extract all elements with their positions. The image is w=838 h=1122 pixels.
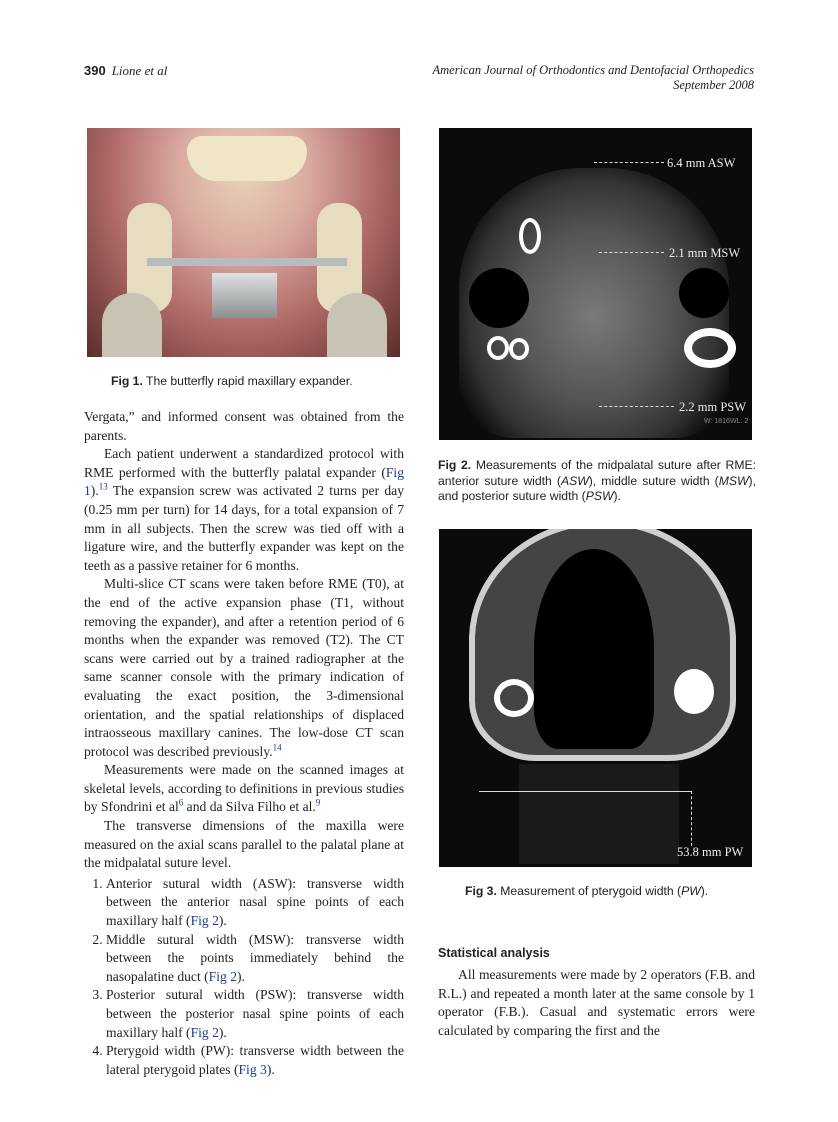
reference-link[interactable]: 14 (272, 742, 282, 753)
list-item: 2. Middle sutural width (MSW): transverse width between the points immediately behind the nasopalatine duct (Fig 2). (106, 931, 404, 987)
pw-annotation: 53.8 mm PW (677, 845, 744, 859)
fig-link[interactable]: Fig 2 (190, 1024, 219, 1040)
measurement-list (84, 875, 404, 1080)
reference-link[interactable]: 6 (178, 797, 184, 808)
fig-link[interactable]: Fig 2 (190, 913, 219, 929)
left-column-text (84, 408, 404, 1079)
fig2-ct-scan (439, 128, 752, 440)
list-item: 4. Pterygoid width (PW): transverse width between the lateral pterygoid plates (Fig 3). (106, 1042, 404, 1079)
fig3-ct-scan (439, 529, 752, 867)
paragraph: Vergata,” and informed consent was obtained from the parents. (84, 409, 404, 443)
fig-link[interactable]: Fig 2 (208, 968, 238, 984)
running-header-right (433, 63, 755, 93)
authors: Lione et al (111, 63, 168, 78)
paragraph: The transverse dimensions of the maxilla were measured on the axial scans parallel to the palatal plane at the midpalatal suture level. (84, 818, 404, 871)
msw-annotation: 2.1 mm MSW (669, 246, 741, 260)
reference-link[interactable]: 9 (315, 797, 321, 808)
asw-annotation: 6.4 mm ASW (667, 156, 736, 170)
fig2-caption: Fig 2. Measurements of the midpalatal suture after RME: anterior suture width (ASW), middle suture width (MSW), and posterior suture width (PSW). (438, 458, 757, 503)
paragraph: Each patient underwent a standardized protocol with RME performed with the butterfly palatal expander (Fig 1).$^{13}$ The expansion screw was activated 2 turns per day (0.25 mm per turn) for 14 days, for a total expansion of 7 mm in all subjects. Then the screw was tied off with a ligature wire, and the butterfly expander was kept on the teeth as a passive retainer for 6 months. (84, 446, 404, 573)
journal-name: American Journal of Orthodontics and Dentofacial Orthopedics (432, 63, 754, 77)
page-number: 390 (84, 63, 106, 78)
fig1-link[interactable]: Fig 1 (84, 464, 404, 499)
list-item: 3. Posterior sutural width (PSW): transverse width between the posterior nasal spine points of each maxillary half (Fig 2). (106, 986, 404, 1042)
fig-link[interactable]: Fig 3 (238, 1061, 267, 1077)
issue-date: September 2008 (673, 78, 754, 92)
psw-annotation: 2.2 mm PSW (679, 400, 747, 414)
paragraph: Measurements were made on the scanned images at skeletal levels, according to definitions in previous studies by Sfondrini et $al^6$ and da Silva Filho et al.$^9$ (84, 762, 404, 815)
right-column-text (438, 966, 755, 1040)
reference-link[interactable]: 13 (98, 481, 108, 492)
window-level-overlay: W: 1816WL: 2 (704, 418, 749, 425)
section-heading: Statistical analysis (438, 946, 550, 960)
fig3-caption: Fig 3. Measurement of pterygoid width (PW). (465, 884, 709, 898)
fig1-caption: Fig 1. The butterfly rapid maxillary expander. (111, 374, 353, 388)
list-item: 1. Anterior sutural width (ASW): transverse width between the anterior nasal spine points of each maxillary half (Fig 2). (106, 875, 404, 931)
running-header-left (84, 63, 167, 79)
fig1-photo (87, 128, 400, 357)
paragraph: Multi-slice CT scans were taken before RME (T0), at the end of the active expansion phase (T1, without removing the expander), and after a retention period of 6 months when the expander was removed (T2). The CT scans were carried out by a trained radiographer at the same scanner console with the primary indication of evaluating the exact position, the 3-dimensional orientation, and the spatial relationships of displaced intraosseous maxillary canines. The low-dose CT scan protocol was described previously.$^{14}$ (84, 576, 404, 759)
paragraph: All measurements were made by 2 operators (F.B. and R.L.) and repeated a month later at the same console by 1 operator (F.B.). Casual and systematic errors were calculated by comparing the first and the (438, 967, 755, 1038)
